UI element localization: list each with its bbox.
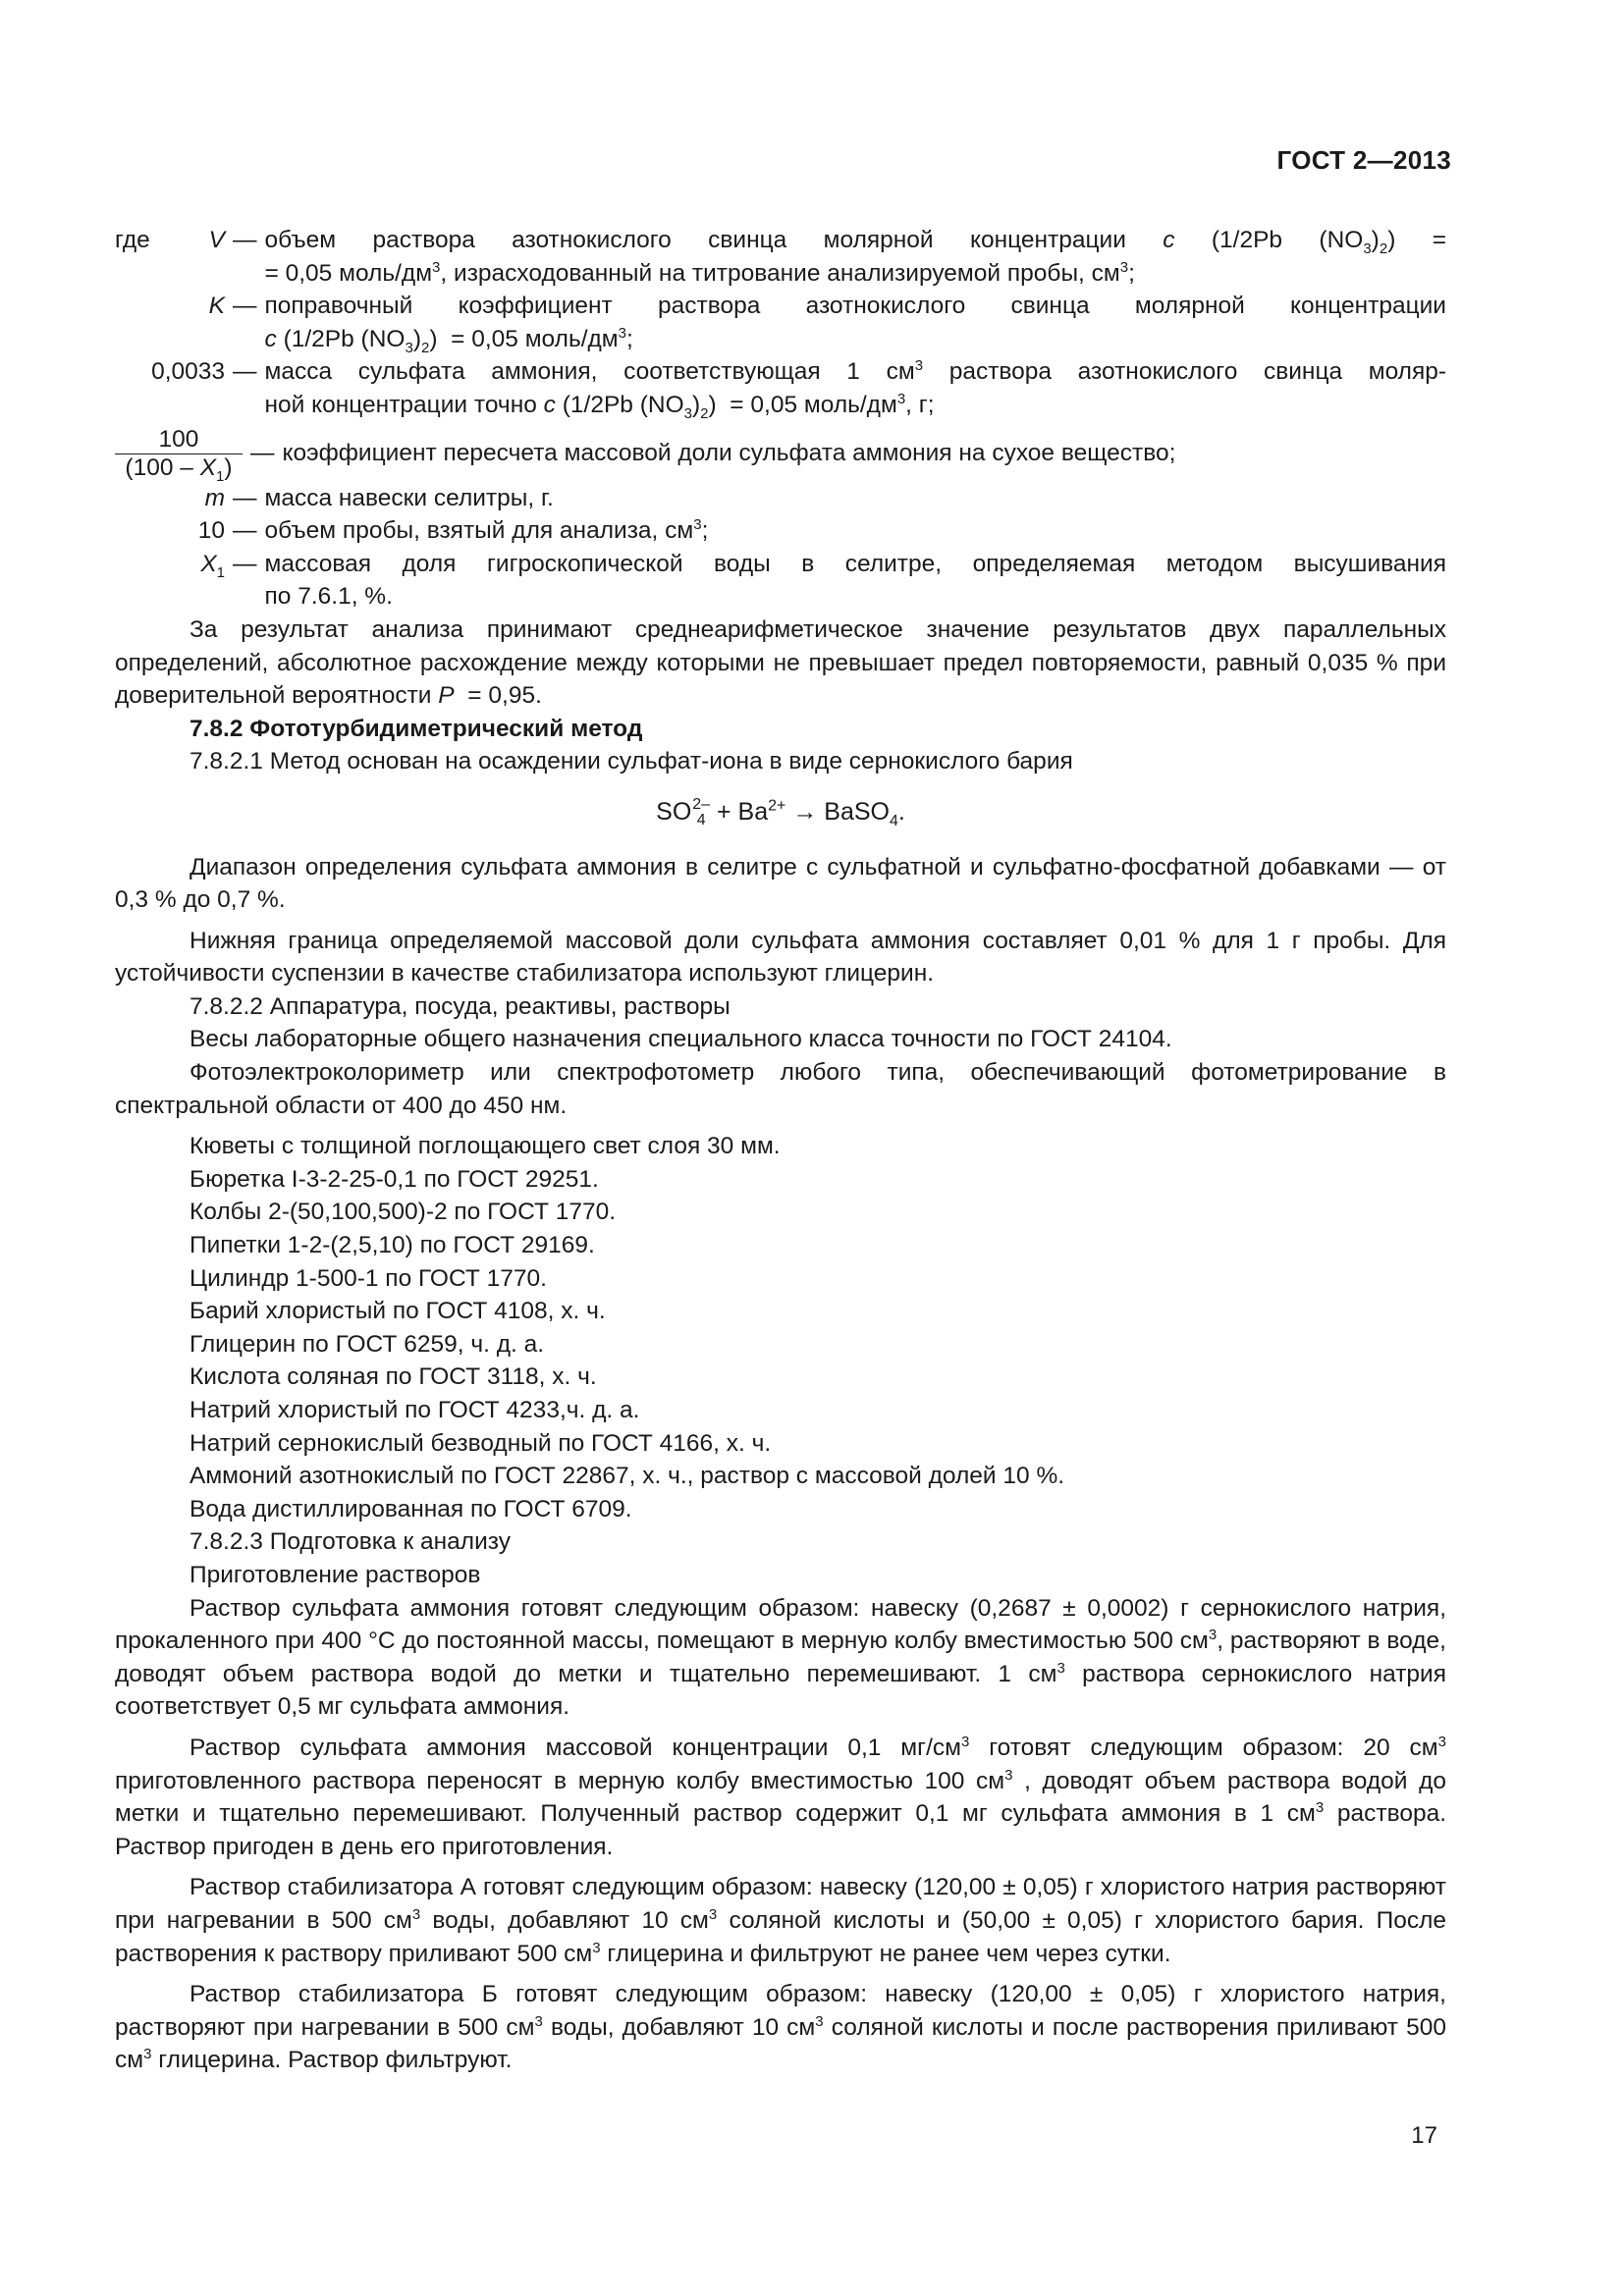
definition-k: K — поправочный коэффициент раствора азотнокислого свинца молярной концентрации c (1/2Pb $(NO_3)_2) = 0,05$ моль/$дм^3$; <box>115 290 1446 355</box>
symbol-constant: 0,0033 <box>151 358 225 386</box>
where-word: где <box>115 227 150 253</box>
definition-m: m — масса навески селитры, г. <box>204 484 554 511</box>
paragraph-solution-2: Раствор сульфата аммония массовой концентрации 0,1 $мг/см^3$ готовят следующим образом: 20 $см^3$ приготовленного раствора переносят в мерную колбу вместимостью 100 $см^3$ , доводят объем раствора водой до метки и тщательно перемешивают. Полученный раствор содержит 0,1 мг сульфата аммония в 1 $см^3$ раствора. Раствор пригоден в день его приготовления. <box>115 1733 1447 1860</box>
symbol-k: K <box>208 293 225 320</box>
paragraph-7822: 7.8.2.2 Аппаратура, посуда, реактивы, растворы <box>189 992 731 1020</box>
list-item: Колбы 2-(50,100,500)-2 по ГОСТ 1770. <box>189 1199 617 1226</box>
def-v-line1: объем раствора азотнокислого свинца молярной концентрации <box>264 227 1126 253</box>
list-item: Приготовление растворов <box>189 1561 481 1588</box>
def-fraction-text: коэффициент пересчета массовой доли сульфата аммония на сухое вещество; <box>282 440 1176 467</box>
definition-x1: $X_1$ — массовая доля гигроскопической воды в селитре, определяемая методом высушивания по 7.6.1, %. <box>200 550 1446 611</box>
list-item: Пипетки 1-2-(2,5,10) по ГОСТ 29169. <box>189 1232 595 1259</box>
paragraph-result: За результат анализа принимают среднеарифметическое значение результатов двух параллельных определений, абсолютное расхождение между которыми не превышает предел повторяемости, равный 0,035 % при доверительной вероятности P = 0,95. <box>115 615 1446 710</box>
list-item: 7.8.2.3 Подготовка к анализу <box>189 1528 511 1556</box>
fraction-100: $\frac{100}{(100 - X_1)}$ <box>115 426 243 482</box>
symbol-ten: 10 <box>197 517 225 545</box>
paragraph-scales: Весы лабораторные общего назначения специального класса точности по ГОСТ 24104. <box>189 1026 1172 1053</box>
list-item: Аммоний азотнокислый по ГОСТ 22867, х. ч., раствор с массовой долей 10 %. <box>189 1463 1065 1490</box>
reaction-formula: SO 2– 4 + $Ba^{2+}$ → BaSO$_4$. <box>656 796 905 829</box>
def-k-line1: поправочный коэффициент раствора азотнокислого свинца молярной концентрации <box>264 293 1446 320</box>
paragraph-photometer: Фотоэлектроколориметр или спектрофотометр любого типа, обеспечивающий фотометрирование в спектральной области от 400 до 450 нм. <box>115 1059 1446 1119</box>
list-item: Цилиндр 1-500-1 по ГОСТ 1770. <box>189 1264 547 1292</box>
section-heading-782: 7.8.2 Фототурбидиметрический метод <box>189 715 643 742</box>
list-item: Барий хлористый по ГОСТ 4108, х. ч. <box>189 1298 606 1325</box>
definition-ten: 10 — объем пробы, взятый для анализа, $см^3$; <box>115 514 1446 548</box>
list-item: Бюретка I-3-2-25-0,1 по ГОСТ 29251. <box>189 1165 599 1193</box>
symbol-m: m <box>204 484 225 511</box>
paragraph-7821: 7.8.2.1 Метод основан на осаждении сульфат-иона в виде сернокислого бария <box>189 748 1073 775</box>
list-item: Кислота соляная по ГОСТ 3118, х. ч. <box>189 1363 597 1391</box>
definition-constant: 0,0033 — масса сульфата аммония, соответствующая 1 $см^3$ раствора азотнокислого свинца моляр- ной концентрации точно c (1/2Pb $(NO_3)_2) = 0,05$ моль/$дм^3$, г; <box>93 355 1446 421</box>
page-number: 17 <box>1411 2122 1437 2149</box>
paragraph-solution-1: Раствор сульфата аммония готовят следующим образом: навеску (0,2687 ± 0,0002) г сернокислого натрия, прокаленного при 400 °С до постоянной массы, помещают в мерную колбу вместимостью 500 $см^3$, растворяют в воде, доводят объем раствора водой до метки и тщательно перемешивают. 1 $см^3$ раствора сернокислого натрия соответствует 0,5 мг сульфата аммония. <box>115 1594 1446 1721</box>
list-item: Натрий хлористый по ГОСТ 4233,ч. д. а. <box>189 1397 640 1423</box>
document-code: ГОСТ 2—2013 <box>1276 145 1451 175</box>
list-item: Вода дистиллированная по ГОСТ 6709. <box>189 1495 632 1522</box>
paragraph-lower-limit: Нижняя граница определяемой массовой доли сульфата аммония составляет 0,01 % для 1 г пробы. Для устойчивости суспензии в качестве стабилизатора используют глицерин. <box>115 927 1446 988</box>
list-item: Глицерин по ГОСТ 6259, ч. д. а. <box>189 1330 545 1358</box>
symbol-v: V <box>208 227 225 253</box>
definition-v: где V — объем раствора азотнокислого свинца молярной концентрации c (1/2Pb $(NO_3)_2$) = = 0,05 моль/$дм^3$, израсходованный на титрование анализируемой пробы, $см^3$; <box>115 224 1446 290</box>
symbol-x1: X <box>200 550 217 577</box>
list-item: Натрий сернокислый безводный по ГОСТ 4166, х. ч. <box>189 1429 772 1457</box>
page-content <box>115 224 1446 2077</box>
paragraph-stabilizer-a: Раствор стабилизатора А готовят следующим образом: навеску (120,00 ± 0,05) г хлористого натрия растворяют при нагревании в 500 $см^3$ воды, добавляют 10 $см^3$ соляной кислоты и (50,00 ± 0,05) г хлористого бария. После растворения к раствору приливают 500 $см^3$ глицерина и фильтруют не ранее чем через сутки. <box>115 1874 1447 1967</box>
paragraph-stabilizer-b: Раствор стабилизатора Б готовят следующим образом: навеску (120,00 ± 0,05) г хлористого натрия, растворяют при нагревании в 500 $см^3$ воды, добавляют 10 $см^3$ соляной кислоты и после растворения приливают 500 $см^3$ глицерина. Раствор фильтруют. <box>115 1981 1447 2074</box>
definition-fraction: $\frac{100}{(100 - X_1)}$ — коэффициент пересчета массовой доли сульфата аммония на сухое вещество; <box>115 426 1446 482</box>
list-item: Кюветы с толщиной поглощающего свет слоя 30 мм. <box>189 1133 781 1160</box>
paragraph-range: Диапазон определения сульфата аммония в селитре с сульфатной и сульфатно-фосфатной добавками — от 0,3 % до 0,7 %. <box>115 853 1446 914</box>
